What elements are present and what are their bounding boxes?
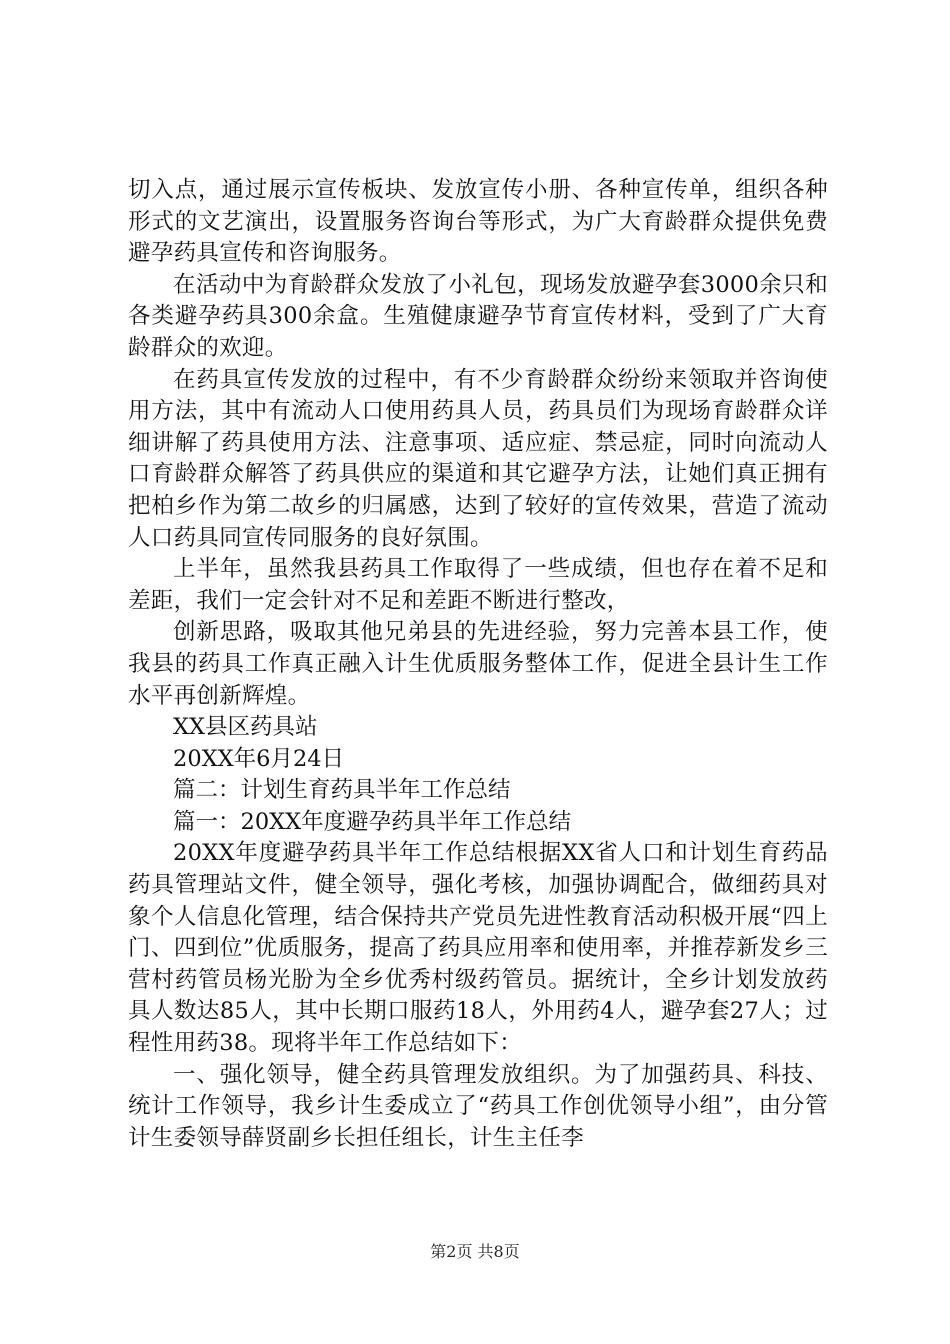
signature-organization: XX县区药具站	[173, 714, 318, 741]
document-body	[128, 175, 828, 1154]
page-number-footer: 第2页 共8页	[430, 1242, 520, 1261]
section-heading-part-one: 篇一：20XX年度避孕药具半年工作总结	[173, 808, 572, 835]
paragraph-annual-summary: 20XX年度避孕药具半年工作总结根据XX省人口和计划生育药品药具管理站文件，健全领导，强化考核，加强协调配合，做细药具对象个人信息化管理，结合保持共产党员先进性教育活动积极开展“四上门、四到位”优质服务，提高了药具应用率和使用率，并推荐新发乡三营村药管员杨光朌为全乡优秀村级药管员。据统计，全乡计划发放药具人数达85人，其中长期口服药18人，外用药4人，避孕套27人；过程性用药38。现将半年工作总结如下：	[128, 840, 828, 1057]
paragraph-innovation: 创新思路，吸取其他兄弟县的先进经验，努力完善本县工作，使我县的药具工作真正融入计生优质服务整体工作，促进全县计生工作水平再创新辉煌。	[128, 619, 828, 709]
paragraph-gift-distribution: 在活动中为育龄群众发放了小礼包，现场发放避孕套3000余只和各类避孕药具300余盒。生殖健康避孕节育宣传材料，受到了广大育龄群众的欢迎。	[128, 271, 828, 361]
paragraph-consultation: 在药具宣传发放的过程中，有不少育龄群众纷纷来领取并咨询使用方法，其中有流动人口使用药具人员，药具员们为现场育龄群众详细讲解了药具使用方法、注意事项、适应症、禁忌症，同时向流动人口育龄群众解答了药具供应的渠道和其它避孕方法，让她们真正拥有把柏乡作为第二故乡的归属感，达到了较好的宣传效果，营造了流动人口药具同宣传同服务的良好氛围。	[128, 366, 828, 551]
paragraph-first-half-summary: 上半年，虽然我县药具工作取得了一些成绩，但也存在着不足和差距，我们一定会针对不足和差距不断进行整改，	[128, 556, 828, 614]
signature-date: 20XX年6月24日	[173, 745, 345, 772]
paragraph-strengthen-leadership: 一、强化领导，健全药具管理发放组织。为了加强药具、科技、统计工作领导，我乡计生委成立了“药具工作创优领导小组”，由分管计生委领导薛贤副乡长担任组长，计生主任李	[128, 1061, 828, 1151]
paragraph-continuation: 切入点，通过展示宣传板块、发放宣传小册、各种宣传单，组织各种形式的文艺演出，设置服务咨询台等形式，为广大育龄群众提供免费避孕药具宣传和咨询服务。	[128, 177, 828, 267]
section-heading-part-two: 篇二：计划生育药具半年工作总结	[173, 777, 511, 804]
